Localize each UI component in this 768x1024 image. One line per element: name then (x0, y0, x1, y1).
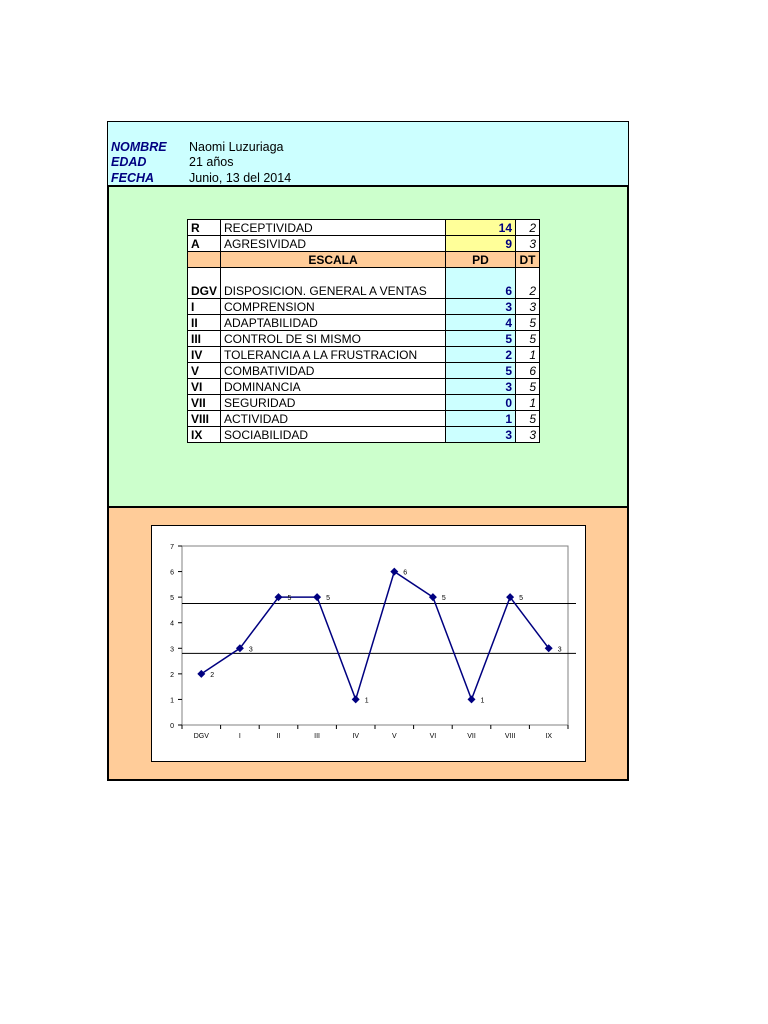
dt-value: 6 (516, 363, 540, 379)
edad-value: 21 años (189, 155, 234, 169)
x-tick-label: VIII (504, 733, 516, 740)
table-row (188, 379, 540, 395)
y-tick-label: 3 (170, 646, 174, 654)
scale-name: RECEPTIVIDAD (221, 220, 446, 236)
scale-name: ADAPTABILIDAD (221, 315, 446, 331)
x-tick-label: VI (429, 733, 437, 740)
header-empty-cell (188, 252, 221, 268)
series-line (201, 569, 548, 700)
data-point (468, 695, 476, 703)
table-header-row (188, 252, 540, 268)
y-tick-label: 0 (170, 723, 174, 730)
data-point (352, 695, 360, 703)
scale-code: R (188, 220, 221, 236)
chart-area (151, 525, 586, 762)
dt-value: 3 (516, 299, 540, 315)
scale-name: TOLERANCIA A LA FRUSTRACION (221, 347, 446, 363)
data-label: 5 (441, 595, 446, 603)
pd-header: PD (446, 252, 516, 268)
data-label: 5 (519, 595, 524, 603)
dt-value: 2 (516, 283, 540, 299)
scale-code: A (188, 236, 221, 252)
data-point (390, 568, 398, 576)
pd-value: 3 (446, 379, 516, 395)
data-point (313, 593, 321, 601)
pd-value: 3 (446, 427, 516, 443)
chart-panel (107, 506, 629, 781)
scale-code: I (188, 299, 221, 315)
pd-value: 3 (446, 299, 516, 315)
table-row (188, 283, 540, 299)
y-tick-label: 2 (170, 671, 174, 679)
x-tick-label: V (391, 733, 397, 740)
table-row (188, 299, 540, 315)
x-tick-label: II (276, 733, 281, 740)
x-tick-label: IV (352, 733, 360, 740)
data-label: 1 (480, 697, 485, 705)
x-tick-label: DGV (193, 733, 209, 740)
y-tick-label: 6 (170, 569, 174, 577)
dt-value: 1 (516, 347, 540, 363)
table-row (188, 395, 540, 411)
scale-code: DGV (188, 283, 221, 299)
data-label: 5 (326, 595, 331, 603)
personal-info-header (107, 121, 629, 187)
pd-value: 14 (446, 220, 516, 236)
nombre-value: Naomi Luzuriaga (189, 140, 284, 154)
scale-name: DISPOSICION. GENERAL A VENTAS (221, 283, 446, 299)
table-row (188, 315, 540, 331)
dt-value: 5 (516, 379, 540, 395)
scale-code: VI (188, 379, 221, 395)
scale-name: ACTIVIDAD (221, 411, 446, 427)
spacer-cell (516, 268, 540, 284)
fecha-label: FECHA (111, 171, 155, 185)
pd-value: 5 (446, 331, 516, 347)
dt-value: 5 (516, 315, 540, 331)
scale-name: SOCIABILIDAD (221, 427, 446, 443)
pd-value: 9 (446, 236, 516, 252)
scores-panel (107, 185, 629, 508)
scale-name: DOMINANCIA (221, 379, 446, 395)
table-row (188, 220, 540, 236)
pd-value: 0 (446, 395, 516, 411)
spacer-cell (188, 268, 221, 284)
data-label: 3 (557, 646, 562, 654)
scale-code: VIII (188, 411, 221, 427)
edad-label: EDAD (111, 155, 147, 169)
table-row (188, 347, 540, 363)
table-row (188, 236, 540, 252)
dt-value: 2 (516, 220, 540, 236)
line-chart (152, 526, 585, 761)
table-row (188, 331, 540, 347)
y-tick-label: 1 (170, 697, 174, 705)
table-row (188, 427, 540, 443)
pd-value: 1 (446, 411, 516, 427)
pd-value: 6 (446, 283, 516, 299)
table-row (188, 411, 540, 427)
y-tick-label: 4 (170, 620, 174, 628)
scale-code: III (188, 331, 221, 347)
x-tick-label: III (314, 733, 321, 740)
data-label: 1 (364, 697, 369, 705)
spacer-cell (446, 268, 516, 284)
table-row (188, 363, 540, 379)
escala-header: ESCALA (221, 252, 446, 268)
scale-code: VII (188, 395, 221, 411)
pd-value: 5 (446, 363, 516, 379)
scale-code: IX (188, 427, 221, 443)
dt-value: 5 (516, 331, 540, 347)
scale-name: CONTROL DE SI MISMO (221, 331, 446, 347)
nombre-label: NOMBRE (111, 140, 167, 154)
x-tick-label: IX (545, 733, 553, 740)
data-label: 3 (248, 646, 253, 654)
scores-table (187, 219, 540, 443)
scale-code: II (188, 315, 221, 331)
data-label: 2 (210, 671, 215, 679)
scale-name: SEGURIDAD (221, 395, 446, 411)
dt-value: 3 (516, 427, 540, 443)
scale-code: V (188, 363, 221, 379)
dt-header: DT (516, 252, 540, 268)
dt-value: 1 (516, 395, 540, 411)
pd-value: 4 (446, 315, 516, 331)
data-label: 5 (287, 595, 292, 603)
scale-name: COMBATIVIDAD (221, 363, 446, 379)
data-point (429, 593, 437, 601)
pd-value: 2 (446, 347, 516, 363)
dt-value: 5 (516, 411, 540, 427)
data-point (197, 670, 205, 678)
fecha-value: Junio, 13 del 2014 (189, 171, 292, 185)
scale-name: AGRESIVIDAD (221, 236, 446, 252)
spacer-row (188, 268, 540, 284)
data-label: 6 (403, 569, 408, 577)
scale-code: IV (188, 347, 221, 363)
y-tick-label: 7 (170, 544, 174, 551)
spacer-cell (221, 268, 446, 284)
y-tick-label: 5 (170, 595, 174, 603)
x-tick-label: VII (467, 733, 476, 740)
scale-name: COMPRENSION (221, 299, 446, 315)
dt-value: 3 (516, 236, 540, 252)
x-tick-label: I (238, 733, 241, 740)
